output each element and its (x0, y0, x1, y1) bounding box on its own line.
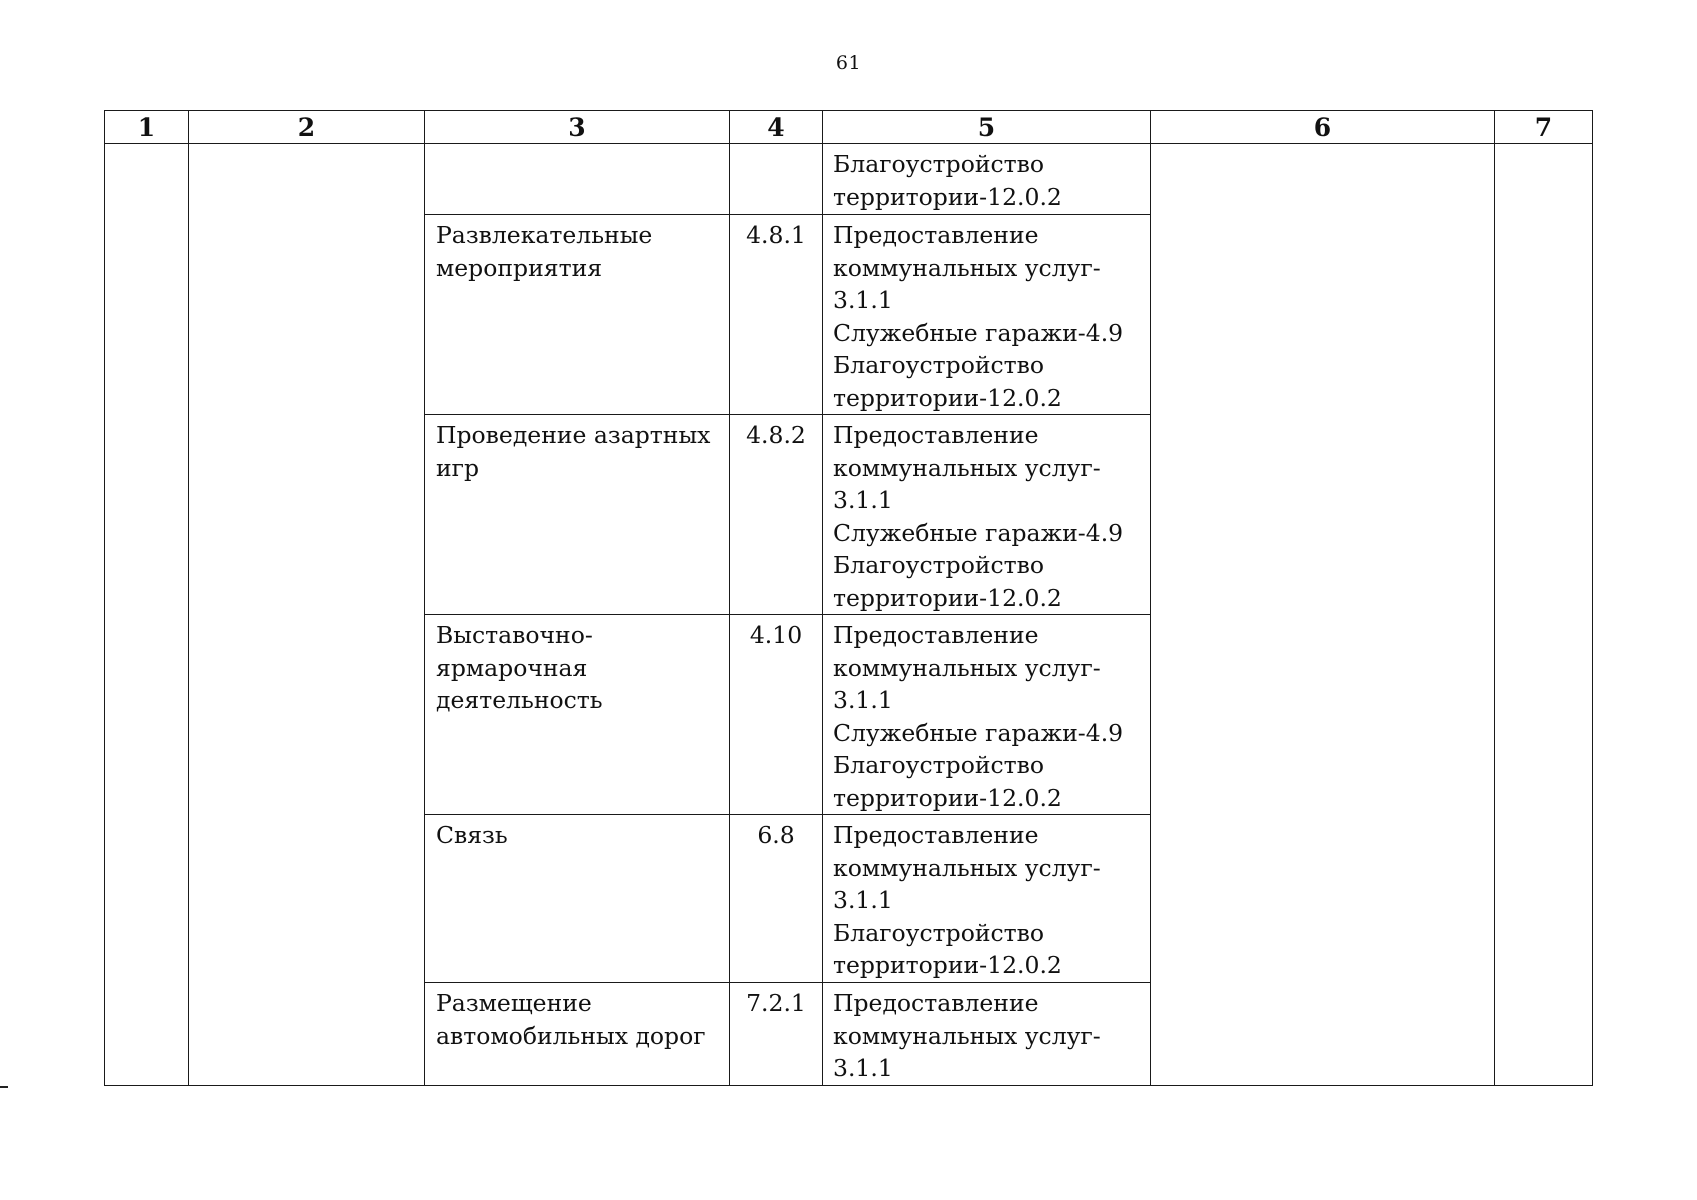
related-use-line: 3.1.1 (833, 1054, 893, 1082)
related-uses-cell (823, 815, 1151, 983)
table-header-row (105, 111, 1593, 144)
use-code-cell: 4.8.2 (730, 415, 823, 615)
column-header-2: 2 (189, 111, 425, 144)
column-header-6: 6 (1151, 111, 1495, 144)
column-7-cell (1495, 144, 1593, 1086)
related-use-line: Служебные гаражи-4.9 (833, 518, 1124, 547)
use-name-cell: Проведение азартных игр (425, 415, 730, 615)
related-use-line: территории-12.0.2 (833, 182, 1062, 211)
column-6-cell (1151, 144, 1495, 1086)
related-use-line: территории-12.0.2 (833, 783, 1062, 812)
related-use-line: Благоустройство (833, 751, 1045, 779)
column-header-4: 4 (730, 111, 823, 144)
related-use-line: Предоставление (833, 221, 1039, 249)
column-header-1: 1 (105, 111, 189, 144)
related-uses-cell (823, 215, 1151, 415)
related-use-line: 3.1.1 (833, 686, 893, 714)
use-code-cell: 6.8 (730, 815, 823, 983)
use-name-cell (425, 144, 730, 215)
related-use-line: 3.1.1 (833, 886, 893, 914)
related-use-line: Предоставление (833, 989, 1039, 1017)
related-use-line: Благоустройство (833, 551, 1045, 579)
related-use-line: Благоустройство (833, 150, 1045, 178)
related-use-line: Служебные гаражи-4.9 (833, 318, 1124, 347)
related-use-line: коммунальных услуг- (833, 453, 1101, 482)
column-1-cell (105, 144, 189, 1086)
related-use-line: 3.1.1 (833, 286, 893, 314)
related-use-line: Служебные гаражи-4.9 (833, 718, 1124, 747)
use-name-cell: Размещение автомобильных дорог (425, 983, 730, 1086)
related-use-line: 3.1.1 (833, 486, 893, 514)
use-code-cell (730, 144, 823, 215)
use-name-cell: Выставочно-ярмарочная деятельность (425, 615, 730, 815)
table-row (105, 144, 1593, 215)
related-use-line: коммунальных услуг- (833, 1021, 1101, 1050)
use-code-cell: 7.2.1 (730, 983, 823, 1086)
column-header-7: 7 (1495, 111, 1593, 144)
related-use-line: территории-12.0.2 (833, 383, 1062, 412)
column-header-3: 3 (425, 111, 730, 144)
related-use-line: Предоставление (833, 421, 1039, 449)
related-use-line: коммунальных услуг- (833, 653, 1101, 682)
use-code-cell: 4.10 (730, 615, 823, 815)
related-uses-cell (823, 415, 1151, 615)
column-header-5: 5 (823, 111, 1151, 144)
related-uses-cell (823, 983, 1151, 1086)
related-use-line: Благоустройство (833, 351, 1045, 379)
related-use-line: территории-12.0.2 (833, 583, 1062, 612)
related-use-line: территории-12.0.2 (833, 951, 1062, 979)
page-number: 61 (835, 52, 862, 74)
use-code-cell: 4.8.1 (730, 215, 823, 415)
related-uses-cell (823, 615, 1151, 815)
permitted-use-table (104, 110, 1593, 1086)
column-2-cell (189, 144, 425, 1086)
related-uses-cell (823, 144, 1151, 215)
use-name-cell: Развлекательные мероприятия (425, 215, 730, 415)
related-use-line: Благоустройство (833, 918, 1045, 947)
related-use-line: коммунальных услуг- (833, 853, 1101, 882)
related-use-line: Предоставление (833, 621, 1039, 649)
use-name-cell: Связь (425, 815, 730, 983)
scan-edge-mark (0, 1086, 8, 1088)
related-use-line: Предоставление (833, 821, 1039, 849)
related-use-line: коммунальных услуг- (833, 253, 1101, 282)
